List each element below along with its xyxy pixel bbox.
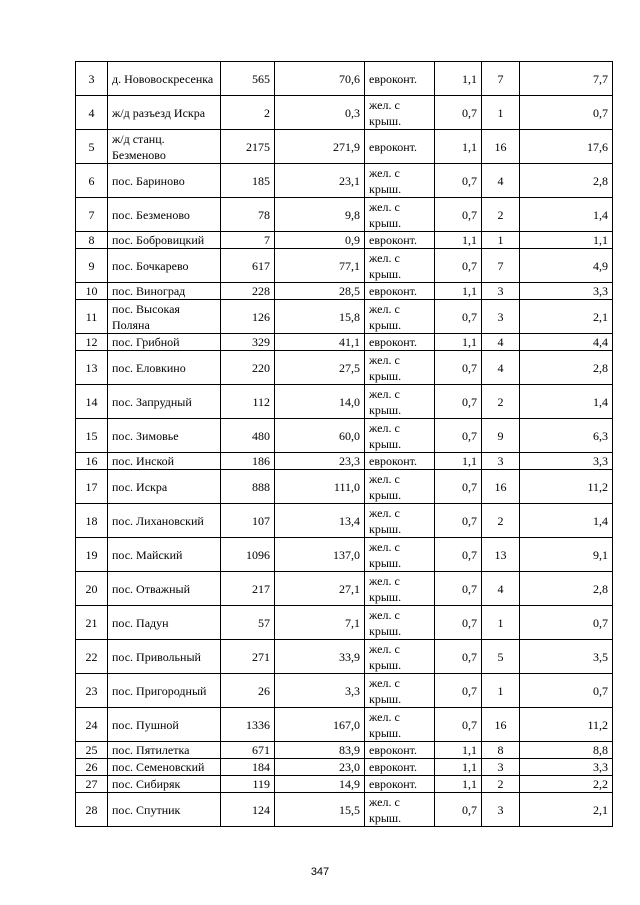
row-number-cell: 6: [76, 164, 108, 198]
volume-value-cell: 3,3: [275, 674, 365, 708]
settlement-name-cell: пос. Виноград: [108, 283, 221, 300]
volume-value-cell: 167,0: [275, 708, 365, 742]
total-volume-cell: 3,5: [520, 640, 613, 674]
population-cell: 26: [221, 674, 275, 708]
row-number-cell: 26: [76, 759, 108, 776]
settlement-name-cell: пос. Высокая Поляна: [108, 300, 221, 334]
volume-value-cell: 23,0: [275, 759, 365, 776]
volume-value-cell: 23,3: [275, 453, 365, 470]
total-volume-cell: 8,8: [520, 742, 613, 759]
population-cell: 671: [221, 742, 275, 759]
coefficient-cell: 1,1: [435, 232, 482, 249]
settlement-name-cell: пос. Бобровицкий: [108, 232, 221, 249]
coefficient-cell: 0,7: [435, 538, 482, 572]
volume-value-cell: 14,9: [275, 776, 365, 793]
container-count-cell: 1: [482, 232, 520, 249]
container-count-cell: 16: [482, 708, 520, 742]
container-count-cell: 3: [482, 759, 520, 776]
container-count-cell: 16: [482, 130, 520, 164]
coefficient-cell: 1,1: [435, 742, 482, 759]
row-number-cell: 17: [76, 470, 108, 504]
coefficient-cell: 1,1: [435, 334, 482, 351]
table-row: [76, 283, 613, 300]
settlement-name-cell: пос. Еловкино: [108, 351, 221, 385]
population-cell: 480: [221, 419, 275, 453]
container-count-cell: 4: [482, 572, 520, 606]
container-count-cell: 9: [482, 419, 520, 453]
container-count-cell: 4: [482, 334, 520, 351]
coefficient-cell: 1,1: [435, 130, 482, 164]
coefficient-cell: 0,7: [435, 572, 482, 606]
container-type-cell: евроконт.: [365, 453, 435, 470]
coefficient-cell: 0,7: [435, 640, 482, 674]
population-cell: 217: [221, 572, 275, 606]
volume-value-cell: 15,5: [275, 793, 365, 827]
container-type-cell: евроконт.: [365, 62, 435, 96]
volume-value-cell: 0,9: [275, 232, 365, 249]
total-volume-cell: 3,3: [520, 283, 613, 300]
coefficient-cell: 0,7: [435, 708, 482, 742]
population-cell: 112: [221, 385, 275, 419]
total-volume-cell: 2,2: [520, 776, 613, 793]
row-number-cell: 10: [76, 283, 108, 300]
table-row: [76, 249, 613, 283]
container-count-cell: 4: [482, 351, 520, 385]
volume-value-cell: 77,1: [275, 249, 365, 283]
row-number-cell: 25: [76, 742, 108, 759]
container-count-cell: 7: [482, 249, 520, 283]
population-cell: 2175: [221, 130, 275, 164]
container-type-cell: жел. с крыш.: [365, 504, 435, 538]
settlement-name-cell: пос. Грибной: [108, 334, 221, 351]
total-volume-cell: 0,7: [520, 606, 613, 640]
table-row: [76, 453, 613, 470]
container-type-cell: жел. с крыш.: [365, 793, 435, 827]
population-cell: 119: [221, 776, 275, 793]
volume-value-cell: 70,6: [275, 62, 365, 96]
row-number-cell: 3: [76, 62, 108, 96]
container-type-cell: евроконт.: [365, 283, 435, 300]
volume-value-cell: 14,0: [275, 385, 365, 419]
total-volume-cell: 7,7: [520, 62, 613, 96]
total-volume-cell: 9,1: [520, 538, 613, 572]
container-type-cell: жел. с крыш.: [365, 96, 435, 130]
settlement-name-cell: пос. Сибиряк: [108, 776, 221, 793]
coefficient-cell: 0,7: [435, 249, 482, 283]
table-row: [76, 674, 613, 708]
volume-value-cell: 27,1: [275, 572, 365, 606]
table-row: [76, 538, 613, 572]
population-cell: 888: [221, 470, 275, 504]
settlement-name-cell: пос. Семеновский: [108, 759, 221, 776]
table-row: [76, 470, 613, 504]
settlement-name-cell: пос. Искра: [108, 470, 221, 504]
coefficient-cell: 0,7: [435, 419, 482, 453]
settlement-name-cell: ж/д станц. Безменово: [108, 130, 221, 164]
table-row: [76, 385, 613, 419]
population-cell: 78: [221, 198, 275, 232]
table-row: [76, 419, 613, 453]
coefficient-cell: 0,7: [435, 504, 482, 538]
population-cell: 7: [221, 232, 275, 249]
volume-value-cell: 13,4: [275, 504, 365, 538]
total-volume-cell: 2,1: [520, 300, 613, 334]
volume-value-cell: 137,0: [275, 538, 365, 572]
container-count-cell: 7: [482, 62, 520, 96]
row-number-cell: 20: [76, 572, 108, 606]
table-row: [76, 351, 613, 385]
coefficient-cell: 1,1: [435, 759, 482, 776]
table-row: [76, 742, 613, 759]
row-number-cell: 16: [76, 453, 108, 470]
table-row: [76, 759, 613, 776]
container-type-cell: жел. с крыш.: [365, 164, 435, 198]
population-cell: 57: [221, 606, 275, 640]
container-type-cell: жел. с крыш.: [365, 572, 435, 606]
population-cell: 1336: [221, 708, 275, 742]
table-row: [76, 793, 613, 827]
table-row: [76, 776, 613, 793]
settlement-name-cell: пос. Отважный: [108, 572, 221, 606]
row-number-cell: 9: [76, 249, 108, 283]
container-count-cell: 13: [482, 538, 520, 572]
population-cell: 617: [221, 249, 275, 283]
total-volume-cell: 2,8: [520, 164, 613, 198]
container-count-cell: 2: [482, 504, 520, 538]
coefficient-cell: 0,7: [435, 164, 482, 198]
page-number: 347: [310, 866, 330, 878]
row-number-cell: 27: [76, 776, 108, 793]
container-count-cell: 4: [482, 164, 520, 198]
coefficient-cell: 0,7: [435, 300, 482, 334]
table-body: [76, 62, 613, 827]
table-row: [76, 300, 613, 334]
population-cell: 124: [221, 793, 275, 827]
container-type-cell: жел. с крыш.: [365, 198, 435, 232]
container-count-cell: 1: [482, 606, 520, 640]
row-number-cell: 28: [76, 793, 108, 827]
container-type-cell: жел. с крыш.: [365, 470, 435, 504]
container-type-cell: евроконт.: [365, 334, 435, 351]
container-type-cell: жел. с крыш.: [365, 249, 435, 283]
total-volume-cell: 2,1: [520, 793, 613, 827]
coefficient-cell: 1,1: [435, 453, 482, 470]
container-type-cell: евроконт.: [365, 776, 435, 793]
total-volume-cell: 4,9: [520, 249, 613, 283]
row-number-cell: 5: [76, 130, 108, 164]
row-number-cell: 23: [76, 674, 108, 708]
settlement-name-cell: пос. Безменово: [108, 198, 221, 232]
volume-value-cell: 41,1: [275, 334, 365, 351]
container-count-cell: 1: [482, 674, 520, 708]
population-cell: 271: [221, 640, 275, 674]
volume-value-cell: 27,5: [275, 351, 365, 385]
population-cell: 329: [221, 334, 275, 351]
container-count-cell: 2: [482, 198, 520, 232]
container-type-cell: евроконт.: [365, 232, 435, 249]
container-type-cell: евроконт.: [365, 130, 435, 164]
table-row: [76, 198, 613, 232]
container-count-cell: 2: [482, 776, 520, 793]
total-volume-cell: 11,2: [520, 470, 613, 504]
container-type-cell: жел. с крыш.: [365, 300, 435, 334]
data-table: [75, 61, 613, 827]
coefficient-cell: 0,7: [435, 198, 482, 232]
settlement-name-cell: пос. Спутник: [108, 793, 221, 827]
row-number-cell: 22: [76, 640, 108, 674]
volume-value-cell: 7,1: [275, 606, 365, 640]
row-number-cell: 19: [76, 538, 108, 572]
row-number-cell: 4: [76, 96, 108, 130]
total-volume-cell: 3,3: [520, 759, 613, 776]
container-count-cell: 8: [482, 742, 520, 759]
population-cell: 126: [221, 300, 275, 334]
population-cell: 220: [221, 351, 275, 385]
table-row: [76, 130, 613, 164]
total-volume-cell: 4,4: [520, 334, 613, 351]
total-volume-cell: 3,3: [520, 453, 613, 470]
population-cell: 565: [221, 62, 275, 96]
container-count-cell: 5: [482, 640, 520, 674]
total-volume-cell: 1,1: [520, 232, 613, 249]
table-row: [76, 62, 613, 96]
population-cell: 186: [221, 453, 275, 470]
total-volume-cell: 2,8: [520, 572, 613, 606]
row-number-cell: 12: [76, 334, 108, 351]
container-type-cell: жел. с крыш.: [365, 640, 435, 674]
row-number-cell: 14: [76, 385, 108, 419]
coefficient-cell: 0,7: [435, 385, 482, 419]
table-row: [76, 640, 613, 674]
settlement-name-cell: пос. Запрудный: [108, 385, 221, 419]
settlement-name-cell: пос. Зимовье: [108, 419, 221, 453]
total-volume-cell: 1,4: [520, 198, 613, 232]
container-type-cell: евроконт.: [365, 742, 435, 759]
table-row: [76, 334, 613, 351]
population-cell: 1096: [221, 538, 275, 572]
container-type-cell: жел. с крыш.: [365, 419, 435, 453]
total-volume-cell: 0,7: [520, 96, 613, 130]
container-type-cell: жел. с крыш.: [365, 606, 435, 640]
coefficient-cell: 0,7: [435, 351, 482, 385]
container-count-cell: 1: [482, 96, 520, 130]
row-number-cell: 13: [76, 351, 108, 385]
container-count-cell: 3: [482, 453, 520, 470]
settlement-name-cell: пос. Майский: [108, 538, 221, 572]
settlement-name-cell: ж/д разъезд Искра: [108, 96, 221, 130]
settlement-name-cell: пос. Падун: [108, 606, 221, 640]
total-volume-cell: 2,8: [520, 351, 613, 385]
container-count-cell: 3: [482, 793, 520, 827]
table-row: [76, 96, 613, 130]
total-volume-cell: 1,4: [520, 385, 613, 419]
settlement-name-cell: д. Нововоскресенка: [108, 62, 221, 96]
volume-value-cell: 23,1: [275, 164, 365, 198]
coefficient-cell: 0,7: [435, 674, 482, 708]
container-type-cell: евроконт.: [365, 759, 435, 776]
settlement-name-cell: пос. Бариново: [108, 164, 221, 198]
container-count-cell: 16: [482, 470, 520, 504]
table-row: [76, 232, 613, 249]
container-type-cell: жел. с крыш.: [365, 538, 435, 572]
population-cell: 107: [221, 504, 275, 538]
total-volume-cell: 17,6: [520, 130, 613, 164]
settlement-name-cell: пос. Привольный: [108, 640, 221, 674]
volume-value-cell: 111,0: [275, 470, 365, 504]
coefficient-cell: 0,7: [435, 96, 482, 130]
volume-value-cell: 0,3: [275, 96, 365, 130]
row-number-cell: 15: [76, 419, 108, 453]
container-type-cell: жел. с крыш.: [365, 385, 435, 419]
volume-value-cell: 9,8: [275, 198, 365, 232]
table-row: [76, 708, 613, 742]
row-number-cell: 11: [76, 300, 108, 334]
settlement-name-cell: пос. Пушной: [108, 708, 221, 742]
coefficient-cell: 1,1: [435, 776, 482, 793]
settlement-name-cell: пос. Лихановский: [108, 504, 221, 538]
table-row: [76, 606, 613, 640]
container-count-cell: 2: [482, 385, 520, 419]
total-volume-cell: 6,3: [520, 419, 613, 453]
population-cell: 185: [221, 164, 275, 198]
container-type-cell: жел. с крыш.: [365, 708, 435, 742]
volume-value-cell: 60,0: [275, 419, 365, 453]
volume-value-cell: 271,9: [275, 130, 365, 164]
coefficient-cell: 0,7: [435, 606, 482, 640]
volume-value-cell: 83,9: [275, 742, 365, 759]
row-number-cell: 7: [76, 198, 108, 232]
total-volume-cell: 11,2: [520, 708, 613, 742]
volume-value-cell: 33,9: [275, 640, 365, 674]
settlement-name-cell: пос. Инской: [108, 453, 221, 470]
settlement-name-cell: пос. Пятилетка: [108, 742, 221, 759]
row-number-cell: 21: [76, 606, 108, 640]
container-type-cell: жел. с крыш.: [365, 674, 435, 708]
container-type-cell: жел. с крыш.: [365, 351, 435, 385]
settlement-name-cell: пос. Бочкарево: [108, 249, 221, 283]
population-cell: 228: [221, 283, 275, 300]
volume-value-cell: 28,5: [275, 283, 365, 300]
total-volume-cell: 1,4: [520, 504, 613, 538]
coefficient-cell: 1,1: [435, 283, 482, 300]
coefficient-cell: 1,1: [435, 62, 482, 96]
volume-value-cell: 15,8: [275, 300, 365, 334]
population-cell: 184: [221, 759, 275, 776]
row-number-cell: 8: [76, 232, 108, 249]
container-count-cell: 3: [482, 283, 520, 300]
table-row: [76, 572, 613, 606]
table-row: [76, 164, 613, 198]
container-count-cell: 3: [482, 300, 520, 334]
population-cell: 2: [221, 96, 275, 130]
table-row: [76, 504, 613, 538]
settlement-name-cell: пос. Пригородный: [108, 674, 221, 708]
row-number-cell: 24: [76, 708, 108, 742]
coefficient-cell: 0,7: [435, 470, 482, 504]
total-volume-cell: 0,7: [520, 674, 613, 708]
row-number-cell: 18: [76, 504, 108, 538]
coefficient-cell: 0,7: [435, 793, 482, 827]
